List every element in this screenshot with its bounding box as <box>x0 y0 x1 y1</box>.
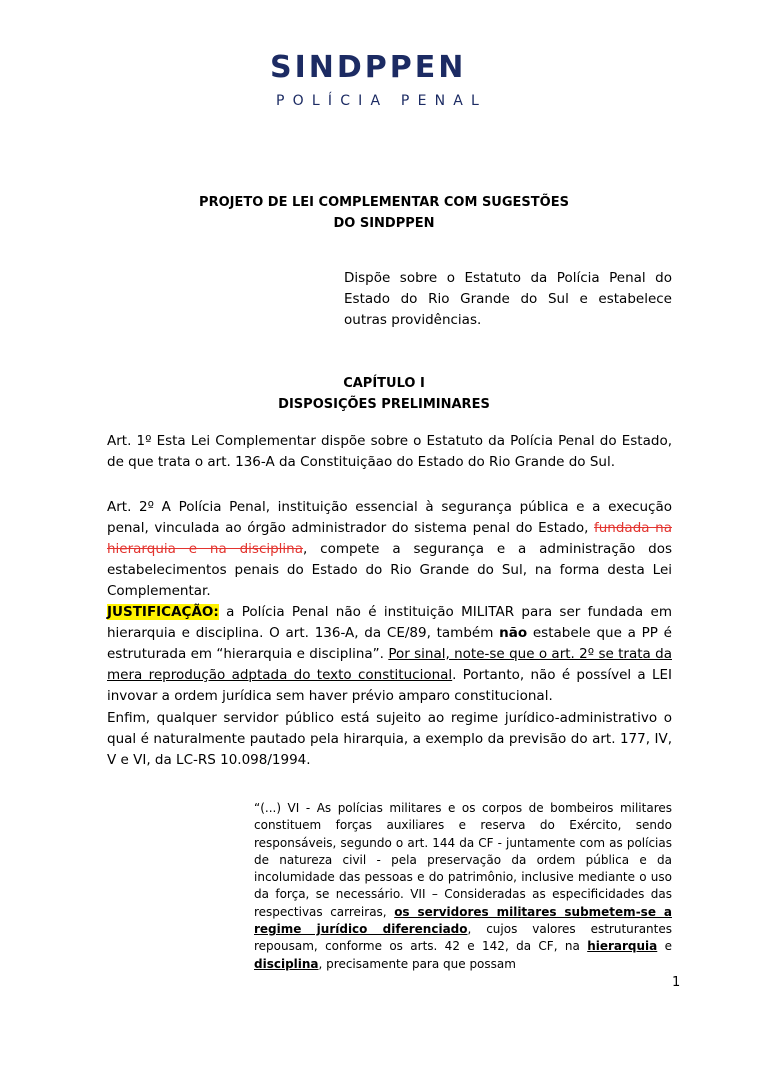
logo-subtitle: POLÍCIA PENAL <box>276 93 488 109</box>
document-title-line-2: DO SINDPPEN <box>333 216 435 231</box>
ementa: Dispõe sobre o Estatuto da Polícia Penal do Estado do Rio Grande do Sul e estabelece outras providências. <box>344 270 672 328</box>
justificacao-paragraph <box>107 602 672 707</box>
article-2 <box>107 497 672 602</box>
justificacao-text-c: . Portanto, não é possível a LEI invovar a ordem jurídica sem haver prévio amparo constitucional. <box>107 667 673 704</box>
quote-emphasis-2: hierarquia <box>587 939 658 954</box>
justificacao-label: JUSTIFICAÇÃO: <box>107 604 219 620</box>
article-2-text-b: , compete a segurança e a administração dos estabelecimentos penais do Estado do Rio Grande do Sul, na forma desta Lei Complementar. <box>107 541 672 599</box>
quote-emphasis-1: os servidores militares submetem-se a regime jurídico diferenciado <box>254 904 672 937</box>
quote-text-b: , cujos valores estruturantes repousam, conforme os arts. 42 e 142, da CF, na <box>254 922 672 954</box>
article-2-text-a: Art. 2º A Polícia Penal, instituição essencial à segurança pública e a execução penal, vinculada ao órgão administrador do sistema penal do Estado, <box>107 499 672 536</box>
justificacao-underlined: Por sinal, note-se que o art. 2º se trata da mera reprodução adptada do texto constitucional <box>107 646 672 683</box>
enfim-paragraph: Enfim, qualquer servidor público está sujeito ao regime jurídico-administrativo o qual é naturalmente pautado pela hirarquia, a exemplo da previsão do art. 177, IV, V e VI, da LC-RS 10.098/1994. <box>107 710 672 768</box>
quote-text-c: e <box>657 939 672 954</box>
quote-text-d: , precisamente para que possam <box>318 956 516 971</box>
article-1: Art. 1º Esta Lei Complementar dispõe sobre o Estatuto da Polícia Penal do Estado, de que trata o art. 136-A da Constituiçãao do Estado do Rio Grande do Sul. <box>107 433 672 470</box>
justificacao-text-a: a Polícia Penal não é instituição MILITAR para ser fundada em hierarquia e disciplina. O art. 136-A, da CE/89, também <box>107 604 672 641</box>
article-2-struck-text: fundada na hierarquia e na disciplina <box>107 520 672 557</box>
chapter-number: CAPÍTULO I <box>343 376 425 391</box>
logo-wordmark: SINDPPEN <box>270 50 467 85</box>
page-number: 1 <box>672 975 681 990</box>
chapter-name: DISPOSIÇÕES PRELIMINARES <box>278 397 490 412</box>
sindppen-logo <box>270 50 510 112</box>
block-quote <box>254 800 672 973</box>
quote-text-a: “(...) VI - As polícias militares e os corpos de bombeiros militares constituem forças auxiliares e reserva do Exército, sendo responsáveis, segundo o art. 144 da CF - juntamente com as polícias de natureza civil - pela preservação da ordem pública e da incolumidade das pessoas e do patrimônio, inclusive mediante o uso da força, se necessário. VII – Consideradas as especificidades das respectivas carreiras, <box>254 801 672 919</box>
quote-emphasis-3: disciplina <box>254 956 319 971</box>
justificacao-text-b: estabele que a PP é estruturada em “hierarquia e disciplina”. <box>107 625 672 662</box>
document-title-line-1: PROJETO DE LEI COMPLEMENTAR COM SUGESTÕES <box>199 195 569 210</box>
justificacao-nao: não <box>499 625 528 641</box>
